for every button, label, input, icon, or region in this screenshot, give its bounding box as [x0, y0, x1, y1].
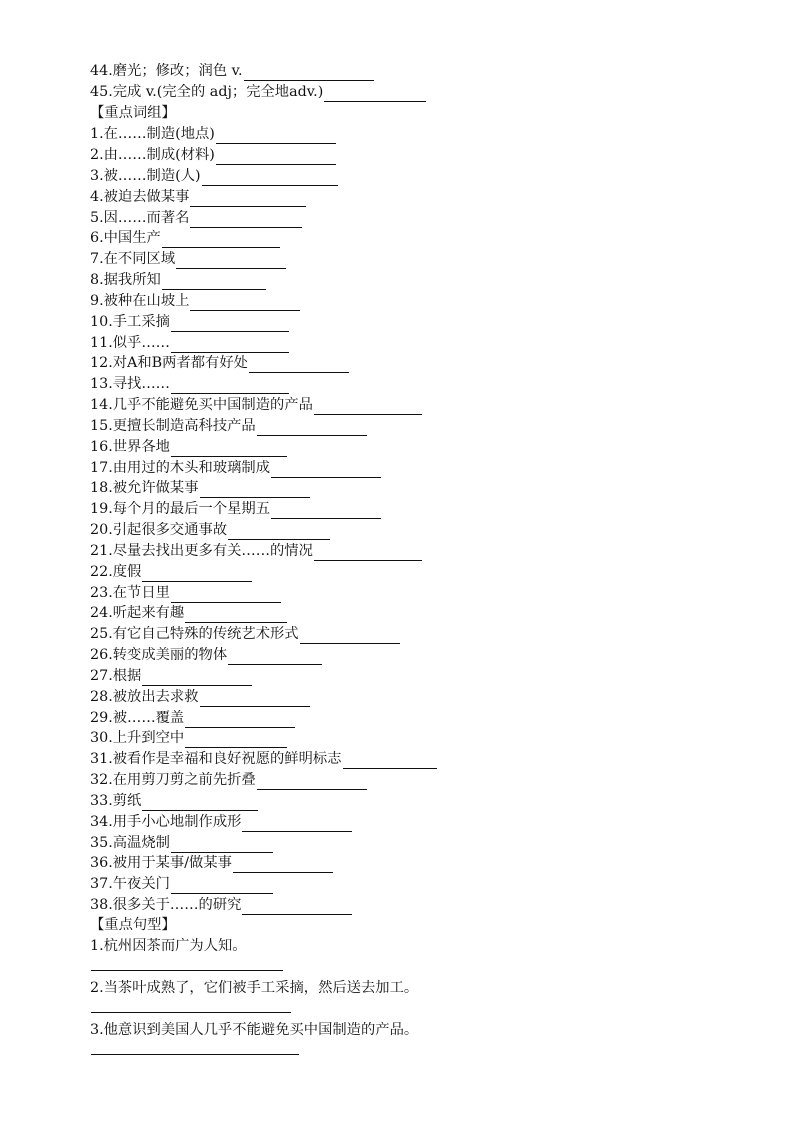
answer-blank[interactable]	[242, 817, 352, 832]
phrase-item	[90, 562, 252, 582]
answer-blank[interactable]	[324, 87, 426, 102]
phrase-label: 28.被放出去求救	[90, 689, 199, 705]
phrase-label: 5.因……而著名	[90, 210, 190, 226]
phrase-label: 8.据我所知	[90, 272, 161, 288]
phrase-label: 17.由用过的木头和玻璃制成	[90, 460, 271, 476]
phrase-item	[90, 749, 437, 769]
phrase-label: 12.对A和B两者都有好处	[90, 355, 248, 371]
answer-blank[interactable]	[228, 525, 330, 540]
answer-blank[interactable]	[242, 900, 352, 915]
phrase-label: 29.被……覆盖	[90, 710, 185, 726]
answer-blank[interactable]	[171, 879, 273, 894]
phrase-label: 18.被允许做某事	[90, 480, 199, 496]
phrase-label: 16.世界各地	[90, 439, 170, 455]
phrase-label: 33.剪纸	[90, 793, 142, 809]
phrase-item	[90, 291, 300, 311]
answer-blank[interactable]	[300, 629, 400, 644]
phrase-label: 14.几乎不能避免买中国制造的产品	[90, 397, 313, 413]
sentence-prompt-2: 2.当茶叶成熟了，它们被手工采摘，然后送去加工。	[90, 980, 419, 996]
phrase-label: 3.被……制造(人)	[90, 168, 201, 184]
answer-blank[interactable]	[171, 379, 289, 394]
phrase-item	[90, 603, 287, 623]
phrase-item	[90, 312, 289, 332]
phrase-item	[90, 270, 266, 290]
answer-blank[interactable]	[216, 129, 336, 144]
answer-blank[interactable]	[249, 358, 349, 373]
answer-blank[interactable]	[190, 296, 300, 311]
answer-blank[interactable]	[228, 650, 322, 665]
answer-blank[interactable]	[233, 858, 333, 873]
answer-blank[interactable]	[176, 254, 286, 269]
answer-blank[interactable]	[257, 775, 367, 790]
phrase-item	[90, 791, 258, 811]
phrase-item	[90, 583, 281, 603]
phrase-label: 31.被看作是幸福和良好祝愿的鲜明标志	[90, 751, 342, 767]
phrase-item	[90, 770, 367, 790]
phrase-label: 22.度假	[90, 564, 142, 580]
phrase-item	[90, 395, 422, 415]
phrase-label: 2.由……制成(材料)	[90, 147, 215, 163]
answer-blank[interactable]	[314, 400, 422, 415]
sentence-answer-line-2[interactable]	[91, 1012, 291, 1013]
answer-blank[interactable]	[314, 546, 422, 561]
answer-blank[interactable]	[162, 275, 266, 290]
phrase-item	[90, 812, 352, 832]
vocab-item-label: 44.磨光；修改；润色 v.	[90, 63, 243, 79]
answer-blank[interactable]	[200, 483, 310, 498]
answer-blank[interactable]	[257, 421, 367, 436]
sentence-prompt-1: 1.杭州因茶而广为人知。	[90, 938, 247, 954]
phrase-item	[90, 249, 286, 269]
phrase-label: 24.听起来有趣	[90, 605, 185, 621]
phrase-item	[90, 687, 310, 707]
phrase-item	[90, 124, 336, 144]
phrase-label: 27.根据	[90, 668, 142, 684]
phrase-item	[90, 895, 352, 915]
answer-blank[interactable]	[190, 213, 302, 228]
phrase-item	[90, 437, 287, 457]
phrase-item	[90, 708, 295, 728]
answer-blank[interactable]	[142, 796, 258, 811]
phrase-label: 37.午夜关门	[90, 876, 170, 892]
phrase-label: 13.寻找……	[90, 376, 170, 392]
phrase-item	[90, 499, 381, 519]
phrase-label: 34.用手小心地制作成形	[90, 814, 242, 830]
answer-blank[interactable]	[343, 754, 437, 769]
phrase-item	[90, 458, 381, 478]
phrase-label: 4.被迫去做某事	[90, 189, 190, 205]
phrase-item	[90, 520, 330, 540]
answer-blank[interactable]	[185, 733, 287, 748]
phrase-label: 23.在节日里	[90, 585, 170, 601]
phrase-item	[90, 416, 367, 436]
phrase-item	[90, 166, 338, 186]
answer-blank[interactable]	[244, 66, 374, 81]
phrase-label: 38.很多关于……的研究	[90, 897, 242, 913]
answer-blank[interactable]	[202, 171, 338, 186]
phrase-label: 20.引起很多交通事故	[90, 522, 228, 538]
phrase-label: 1.在……制造(地点)	[90, 126, 215, 142]
phrase-label: 36.被用于某事/做某事	[90, 855, 232, 871]
phrase-label: 32.在用剪刀剪之前先折叠	[90, 772, 256, 788]
vocab-item-label: 45.完成 v.(完全的 adj；完全地adv.)	[90, 84, 324, 100]
phrase-item	[90, 853, 333, 873]
phrase-label: 10.手工采摘	[90, 314, 170, 330]
phrase-label: 30.上升到空中	[90, 730, 185, 746]
answer-blank[interactable]	[171, 838, 273, 853]
phrase-item	[90, 228, 280, 248]
phrase-label: 21.尽量去找出更多有关……的情况	[90, 543, 313, 559]
sentence-answer-line-3[interactable]	[91, 1054, 299, 1055]
answer-blank[interactable]	[271, 463, 381, 478]
phrase-item	[90, 187, 306, 207]
phrase-item	[90, 478, 310, 498]
answer-blank[interactable]	[142, 567, 252, 582]
answer-blank[interactable]	[271, 504, 381, 519]
sentence-answer-line-1[interactable]	[91, 970, 283, 971]
phrases-heading: 【重点词组】	[90, 105, 176, 121]
phrase-label: 6.中国生产	[90, 230, 161, 246]
phrase-item	[90, 353, 349, 373]
answer-blank[interactable]	[200, 692, 310, 707]
answer-blank[interactable]	[142, 671, 252, 686]
phrase-item	[90, 145, 336, 165]
phrase-item	[90, 833, 273, 853]
phrase-item	[90, 541, 422, 561]
phrase-label: 25.有它自己特殊的传统艺术形式	[90, 626, 299, 642]
sentences-heading: 【重点句型】	[90, 917, 176, 933]
phrase-label: 35.高温烧制	[90, 835, 170, 851]
phrase-item	[90, 208, 302, 228]
phrase-label: 19.每个月的最后一个星期五	[90, 501, 271, 517]
answer-blank[interactable]	[162, 233, 280, 248]
answer-blank[interactable]	[171, 442, 287, 457]
phrase-item	[90, 645, 322, 665]
sentence-prompt-3: 3.他意识到美国人几乎不能避免买中国制造的产品。	[90, 1022, 419, 1038]
answer-blank[interactable]	[171, 588, 281, 603]
phrase-item	[90, 333, 289, 353]
phrase-label: 26.转变成美丽的物体	[90, 647, 228, 663]
phrase-label: 9.被种在山坡上	[90, 293, 190, 309]
phrase-item	[90, 666, 252, 686]
answer-blank[interactable]	[185, 713, 295, 728]
vocab-item-44	[90, 61, 374, 81]
answer-blank[interactable]	[190, 192, 306, 207]
phrase-label: 7.在不同区域	[90, 251, 176, 267]
phrase-item	[90, 728, 287, 748]
vocab-item-45	[90, 82, 426, 102]
phrase-item	[90, 874, 273, 894]
answer-blank[interactable]	[216, 150, 336, 165]
phrase-label: 15.更擅长制造高科技产品	[90, 418, 256, 434]
phrase-item	[90, 624, 400, 644]
phrase-label: 11.似乎……	[90, 335, 170, 351]
answer-blank[interactable]	[171, 338, 289, 353]
phrase-item	[90, 374, 289, 394]
answer-blank[interactable]	[185, 608, 287, 623]
answer-blank[interactable]	[171, 317, 289, 332]
